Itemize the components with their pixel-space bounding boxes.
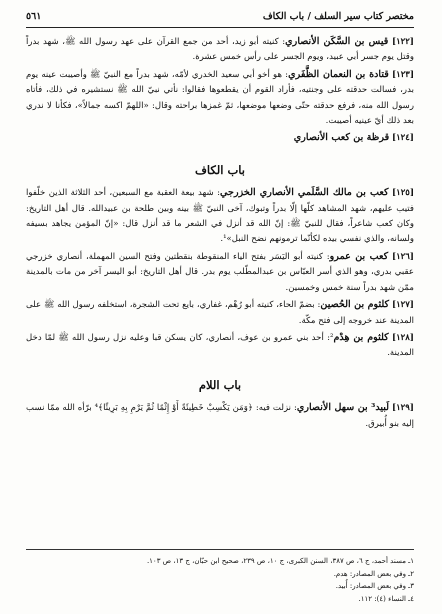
entry-text: : شهد بيعة العقبة مع السبعين، أحد الثلاثة الذين خلّفوا فتيب عليهم، شهد المشاهد كلّها إلّا بدراً وتبوك، آخى النبيّ ﷺ بينه وبين طلحة بن عبيدالله. قال أهل التاريخ: وكان كعب شاعراً، فقال للنبيّ ﷺ: إنّ الله قد أنزل في الشعر ما قد أنزل قال: «إنّ المؤمن يجاهد بسيفه ولسانه، والذي نفسي بيده لكأنّما ترمونهم نضح النبل»¹. bbox=[26, 188, 414, 245]
entry-heading: قتادة بن النعمان الظَّفَري bbox=[288, 68, 389, 80]
footnote: ٤ـ النساء (٤): ١١٢. bbox=[358, 594, 414, 603]
entry-number: [١٢٨] bbox=[391, 332, 414, 343]
page-body bbox=[26, 34, 414, 433]
footnotes bbox=[26, 549, 414, 605]
chapter-heading-lam: باب اللام bbox=[198, 377, 242, 392]
entry-125 bbox=[26, 185, 414, 248]
entry-text: : كنيته أبو اليَسَر بفتح الياء المنقوطة بنقطتين وفتح السين المهملة، أنصاري خزرجي عقبي بدري، وهو الذي أسر العبّاس بن عبدالمطّلب يوم بدر. قال أهل التاريخ: أبو اليسر آخر من مات بالمدينة ممّن شهد بدراً سنة خمس وخمسين. bbox=[26, 251, 414, 293]
entry-heading: كلثوم بن الحُصين bbox=[320, 299, 390, 311]
running-title: مختصر كتاب سير السلف / باب الكاف bbox=[262, 10, 414, 22]
entry-heading: قيس بن السَّكَن الأنصاري bbox=[285, 36, 389, 47]
entry-text: : نزلت فيه: ﴿وَمَن يَكْسِبْ خَطِيئَةً أَوْ إِثْمًا ثُمَّ يَرْمِ بِهِ بَرِيئًا﴾⁴ برّأه الله ممّا نسب إليه بنو أُبيرق. bbox=[26, 403, 414, 429]
entry-number: [١٢٦] bbox=[391, 251, 414, 262]
footnote: ٣ـ وفي بعض المصادر: أُبيد. bbox=[335, 582, 414, 590]
entry-heading: لَبيد³ بن سهل الأنصاري bbox=[296, 402, 390, 414]
footnote: ١ـ مسند أحمد، ج ٦، ص ٣٨٧، السنن الكبرى، ج ١٠، ص ٢٣٩، صحيح ابن حبّان، ج ١٣، ص ١٠٣. bbox=[146, 557, 414, 565]
entry-number: [١٢٤] bbox=[391, 133, 414, 144]
entry-text: : بضمّ الحاء، كنيته أبو رُهْم، غفاري، بايع تحت الشجرة، استخلفه رسول الله ﷺ على المدينة عند خروجه إلى فتح مكّة. bbox=[26, 300, 414, 326]
entry-number: [١٢٩] bbox=[391, 403, 414, 414]
entry-number: [١٢٢] bbox=[391, 37, 414, 47]
entry-heading: كعب بن مالك السَّلَمي الأنصاري الخزرجي bbox=[220, 187, 389, 199]
entry-number: [١٢٧] bbox=[391, 300, 414, 311]
entry-123 bbox=[26, 67, 414, 130]
page-header bbox=[26, 8, 414, 28]
page-number: ٥٦١ bbox=[26, 10, 42, 22]
entry-126 bbox=[26, 249, 414, 296]
entry-128 bbox=[26, 330, 414, 362]
entry-heading: كعب بن عمرو bbox=[329, 250, 389, 262]
entry-122 bbox=[26, 34, 414, 66]
entry-heading: كلثوم بن هِدْم bbox=[333, 331, 389, 343]
entry-number: [١٢٥] bbox=[392, 188, 415, 199]
entry-text: ²: أحد بني عمرو بن عوف، أنصاري، كان يسكن قبا وعليه نزل رسول الله ﷺ لمّا دخل المدينة. bbox=[26, 332, 414, 359]
entry-text: : هو أخو أبي سعيد الخدري لأمّه، شهد بدراً مع النبيّ ﷺ وأصيبت عينه يوم بدر، فسالت حدقته على وجنتيه، فأراد القوم أن يقطعوها فقالوا: نأتي نبيّ الله ﷺ نستشيره في ذلك، فأتاه رسول الله منه، فرفع حدقته حتّى وضعها موضعها، ثمّ غمزها براحته وقال: «اللهمّ اكسه جمالاً»، فكأنا لا ندري بعد ذلك أيّ عينيه أصيبت. bbox=[26, 69, 414, 127]
entry-number: [١٢٣] bbox=[392, 69, 415, 80]
entry-124 bbox=[26, 130, 414, 146]
entry-127 bbox=[26, 297, 414, 329]
entry-129 bbox=[26, 400, 414, 432]
entry-heading: قرظة بن كعب الأنصاري bbox=[293, 132, 390, 144]
footnote: ٢ـ وفي بعض المصادر: هدم. bbox=[333, 569, 414, 578]
entry-text: : كنيته أبو زيد، أحد من جمع القرآن على عهد رسول الله ﷺ، شهد بدراً وقتل يوم جسر أبي عبيد، ويوم الجسر على رأس خمس عشرة. bbox=[26, 37, 414, 63]
chapter-heading-kaf: باب الكاف bbox=[194, 162, 245, 177]
